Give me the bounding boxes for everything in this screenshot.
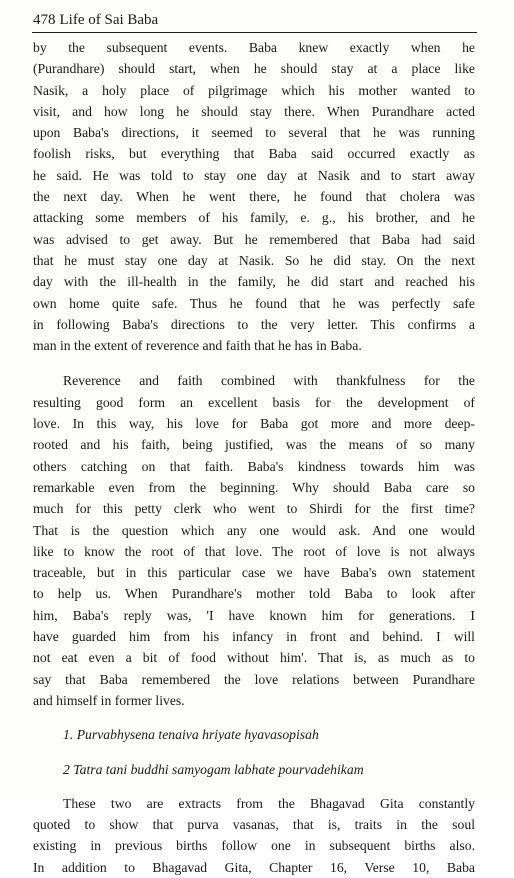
paragraph-2 xyxy=(33,370,475,711)
text-line: and himself in former lives. xyxy=(33,692,185,708)
text-line: (Purandhare) should start, when he should stay at a place like xyxy=(33,61,475,77)
text-line: that he must stay one day at Nasik. So he did stay. On the next xyxy=(33,252,475,268)
verse-spacer xyxy=(33,711,475,724)
text-line: say that Baba remembered the love relations between Purandhare xyxy=(33,671,475,687)
text-line: foolish risks, but everything that Baba said occurred exactly as xyxy=(33,146,475,162)
text-line: in following Baba's directions to the very letter. This confirms a xyxy=(33,316,475,332)
text-line: visit, and how long he should stay there. When Purandhare acted xyxy=(33,103,475,119)
text-line: attacking some members of his family, e. g., his brother, and he xyxy=(33,210,475,226)
text-line: much for this petty clerk who went to Shirdi for the first time? xyxy=(33,501,475,517)
text-line: Reverence and faith combined with thankfulness for the xyxy=(63,373,475,389)
text-line: These two are extracts from the Bhagavad Gita constantly xyxy=(63,795,475,811)
verse-line: 1. Purvabhysena tenaiva hriyate hyavasopisah xyxy=(63,727,319,743)
text-line: That is the question which any one would ask. And one would xyxy=(33,522,475,538)
paragraph-1 xyxy=(33,37,475,356)
paragraph-spacer xyxy=(33,356,475,370)
text-line: remarkable even from the beginning. Why should Baba care so xyxy=(33,479,475,495)
verse-line: 2 Tatra tani buddhi samyogam labhate pourvadehikam xyxy=(63,761,364,777)
text-line: upon Baba's directions, it seemed to several that he was running xyxy=(33,125,475,141)
text-line: he said. He was told to stay one day at Nasik and to start away xyxy=(33,167,475,183)
text-line: man in the extent of reverence and faith that he has in Baba. xyxy=(33,338,362,354)
page-number: 478 xyxy=(33,12,56,28)
paragraph-3 xyxy=(33,793,475,878)
text-line: him, Baba's reply was, 'I have known him for generations. I xyxy=(33,607,475,623)
text-line: like to know the root of that love. The root of love is not always xyxy=(33,543,475,559)
text-line: was advised to get away. But he remembered that Baba had said xyxy=(33,231,475,247)
running-header xyxy=(33,11,158,29)
text-line: traceable, but in this particular case we have Baba's own statement xyxy=(33,565,475,581)
text-line: others catching on that faith. Baba's kindness towards him was xyxy=(33,458,475,474)
page-body xyxy=(33,37,475,878)
text-line: resulting good form an excellent basis for the development of xyxy=(33,394,475,410)
text-line: rooted and his faith, being justified, was the means of so many xyxy=(33,437,475,453)
header-rule xyxy=(32,32,477,33)
text-line: own home quite safe. Thus he found that he was perfectly safe xyxy=(33,295,475,311)
text-line: In addition to Bhagavad Gita, Chapter 16, Verse 10, Baba xyxy=(33,859,475,875)
book-title: Life of Sai Baba xyxy=(59,12,159,28)
text-line: not eat even a bit of food without him'. That is, as much as to xyxy=(33,650,475,666)
text-line: by the subsequent events. Baba knew exactly when he xyxy=(33,40,475,55)
text-line: love. In this way, his love for Baba got more and more deep- xyxy=(33,416,475,432)
text-line: the next day. When he went there, he found that cholera was xyxy=(33,189,475,205)
text-line: quoted to show that purva vasanas, that is, traits in the soul xyxy=(33,817,475,833)
text-line: have guarded him from his infancy in front and behind. I will xyxy=(33,629,475,645)
text-line: existing in previous births follow one in subsequent births also. xyxy=(33,838,475,854)
verse-quotes xyxy=(33,724,475,780)
verse-spacer xyxy=(33,780,475,793)
verse-spacer xyxy=(33,746,475,759)
text-line: Nasik, a holy place of pilgrimage which his mother wanted to xyxy=(33,82,475,98)
text-line: to help us. When Purandhare's mother told Baba to look after xyxy=(33,586,475,602)
text-line: day with the ill-health in the family, he did start and reached his xyxy=(33,274,475,290)
